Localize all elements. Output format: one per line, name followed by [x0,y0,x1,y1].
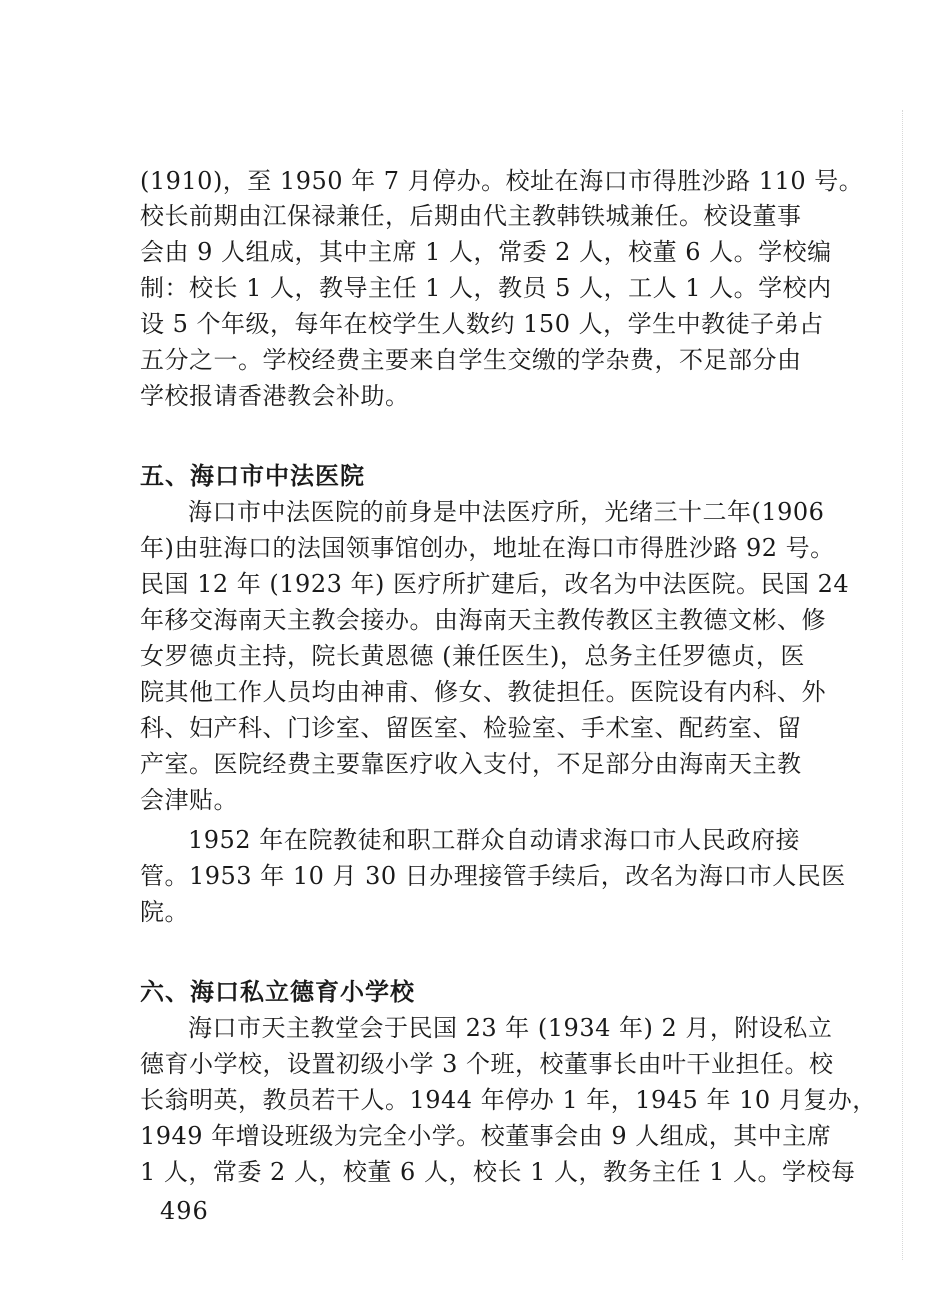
text-line: 五分之一。学校经费主要来自学生交缴的学杂费，不足部分由 [140,346,802,374]
text-line: (1910)，至 1950 年 7 月停办。校址在海口市得胜沙路 110 号。 [140,167,864,195]
text-line: 会由 9 人组成，其中主席 1 人，常委 2 人，校董 6 人。学校编 [140,238,832,266]
section-heading: 五、海口市中法医院 [140,462,365,490]
text-line: 院其他工作人员均由神甫、修女、教徒担任。医院设有内科、外 [140,678,826,706]
text-line: 1952 年在院教徒和职工群众自动请求海口市人民政府接 [188,826,800,854]
text-line: 海口市中法医院的前身是中法医疗所，光绪三十二年(1906 [188,498,825,526]
section-heading: 六、海口私立德育小学校 [140,978,415,1006]
text-line: 校长前期由江保禄兼任，后期由代主教韩铁城兼任。校设董事 [140,202,802,230]
text-line: 年)由驻海口的法国领事馆创办，地址在海口市得胜沙路 92 号。 [140,534,835,562]
text-line: 会津贴。 [140,786,238,814]
text-line: 设 5 个年级，每年在校学生人数约 150 人，学生中教徒子弟占 [140,310,824,338]
text-line: 德育小学校，设置初级小学 3 个班，校董事长由叶干业担任。校 [140,1050,834,1078]
text-line: 产室。医院经费主要靠医疗收入支付，不足部分由海南天主教 [140,750,802,778]
page-number: 496 [160,1197,209,1225]
text-line: 学校报请香港教会补助。 [140,382,410,410]
text-line: 1949 年增设班级为完全小学。校董事会由 9 人组成，其中主席 [140,1122,832,1150]
scan-margin-dots [902,110,904,1260]
text-line: 管。1953 年 10 月 30 日办理接管手续后，改名为海口市人民医 [140,862,846,890]
text-line: 长翁明英，教员若干人。1944 年停办 1 年，1945 年 10 月复办， [140,1086,877,1114]
text-line: 制：校长 1 人，教导主任 1 人，教员 5 人，工人 1 人。学校内 [140,274,832,302]
text-line: 民国 12 年 (1923 年) 医疗所扩建后，改名为中法医院。民国 24 [140,570,850,598]
text-line: 1 人，常委 2 人，校董 6 人，校长 1 人，教务主任 1 人。学校每 [140,1158,856,1186]
text-line: 年移交海南天主教会接办。由海南天主教传教区主教德文彬、修 [140,606,826,634]
text-line: 海口市天主教堂会于民国 23 年 (1934 年) 2 月，附设私立 [188,1014,833,1042]
text-line: 科、妇产科、门诊室、留医室、检验室、手术室、配药室、留 [140,714,802,742]
text-line: 院。 [140,898,189,926]
text-line: 女罗德贞主持，院长黄恩德 (兼任医生)，总务主任罗德贞，医 [140,642,805,670]
